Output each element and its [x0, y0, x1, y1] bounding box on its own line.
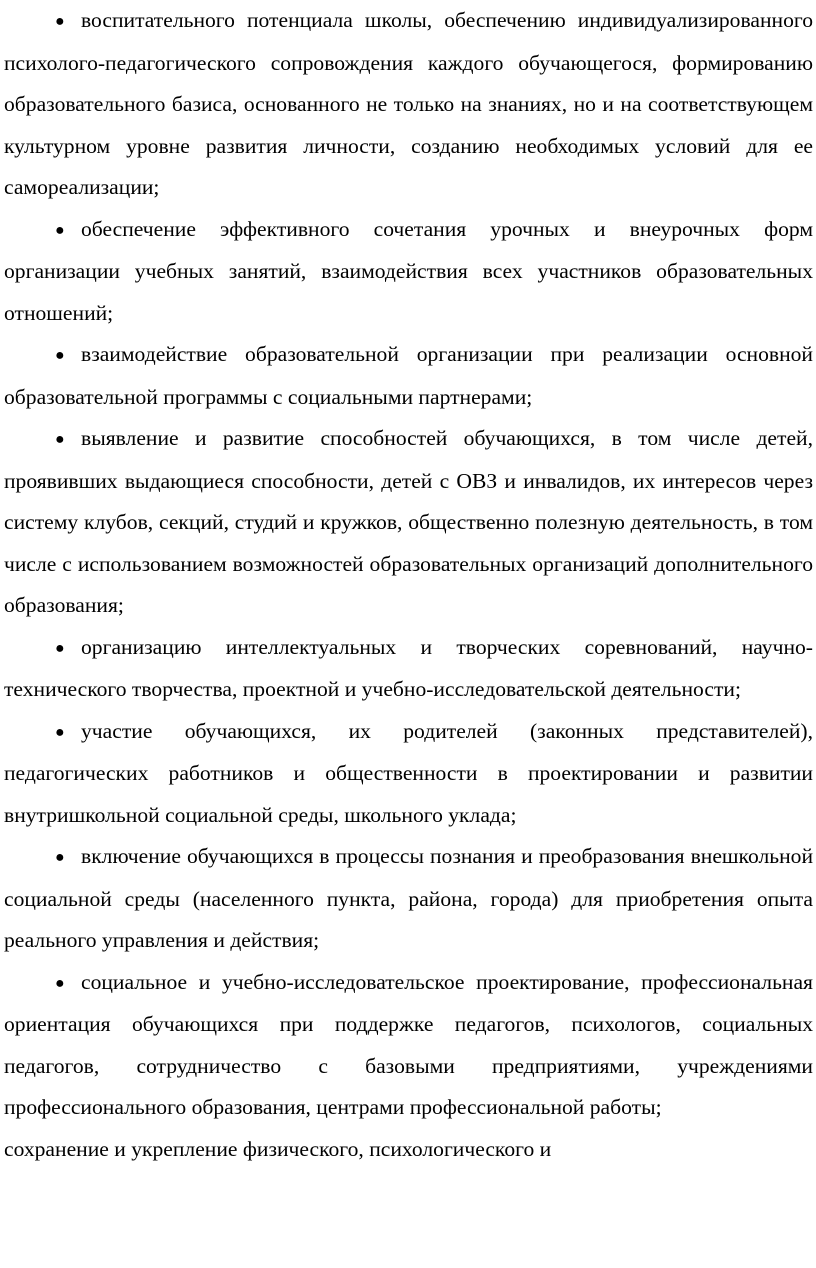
bullet-icon: ● — [55, 974, 65, 992]
list-item-text: взаимодействие образовательной организации при реализации основной образовательной программы с социальными партнерами; — [4, 342, 813, 409]
bullet-icon: ● — [55, 639, 65, 657]
list-item — [4, 962, 813, 1129]
list-item-text: включение обучающихся в процессы познания и преобразования внешкольной социальной среды (населенного пункта, района, города) для приобретения опыта реального управления и действия; — [4, 844, 813, 952]
list-item-text: организацию интеллектуальных и творческих соревнований, научно-технического творчества, проектной и учебно-исследовательской деятельности; — [4, 634, 813, 701]
list-item-text: социальное и учебно-исследовательское проектирование, профессиональная ориентация обучающихся при поддержке педагогов, психологов, социальных педагогов, сотрудничество с базовыми предприятиями, учреждениями профессионального образования, центрами профессиональной работы; — [4, 969, 813, 1119]
bullet-icon: ● — [55, 13, 65, 30]
list-item-text: обеспечение эффективного сочетания урочных и внеурочных форм организации учебных занятий, взаимодействия всех участников образовательных отношений; — [4, 216, 813, 325]
bullet-icon: ● — [55, 431, 65, 448]
list-item — [4, 627, 813, 711]
bullet-icon: ● — [55, 221, 65, 239]
list-item — [4, 0, 813, 209]
trailing-paragraph: сохранение и укрепление физического, психологического и — [4, 1136, 552, 1161]
list-item-text: участие обучающихся, их родителей (законных представителей), педагогических работников и общественности в проектировании и развитии внутришкольной социальной среды, школьного уклада; — [4, 718, 813, 827]
list-item-text: выявление и развитие способностей обучающихся, в том числе детей, проявивших выдающиеся способности, детей с ОВЗ и инвалидов, их интересов через систему клубов, секций, студий и кружков, общественно полезную деятельность, в том числе с использованием возможностей образовательных организаций дополнительного образования; — [4, 426, 813, 617]
list-item — [4, 334, 813, 418]
list-item-text: воспитательного потенциала школы, обеспечению индивидуализированного психолого-педагогического сопровождения каждого обучающегося, формированию образовательного базиса, основанного не только на знаниях, но и на соответствующем культурном уровне развития личности, созданию необходимых условий для ее самореализации; — [4, 8, 813, 199]
bullet-icon: ● — [55, 723, 65, 741]
list-item — [4, 418, 813, 627]
list-item — [4, 836, 813, 962]
bullet-icon: ● — [55, 849, 65, 866]
bullet-icon: ● — [55, 347, 65, 364]
list-item — [4, 209, 813, 335]
list-item — [4, 711, 813, 837]
